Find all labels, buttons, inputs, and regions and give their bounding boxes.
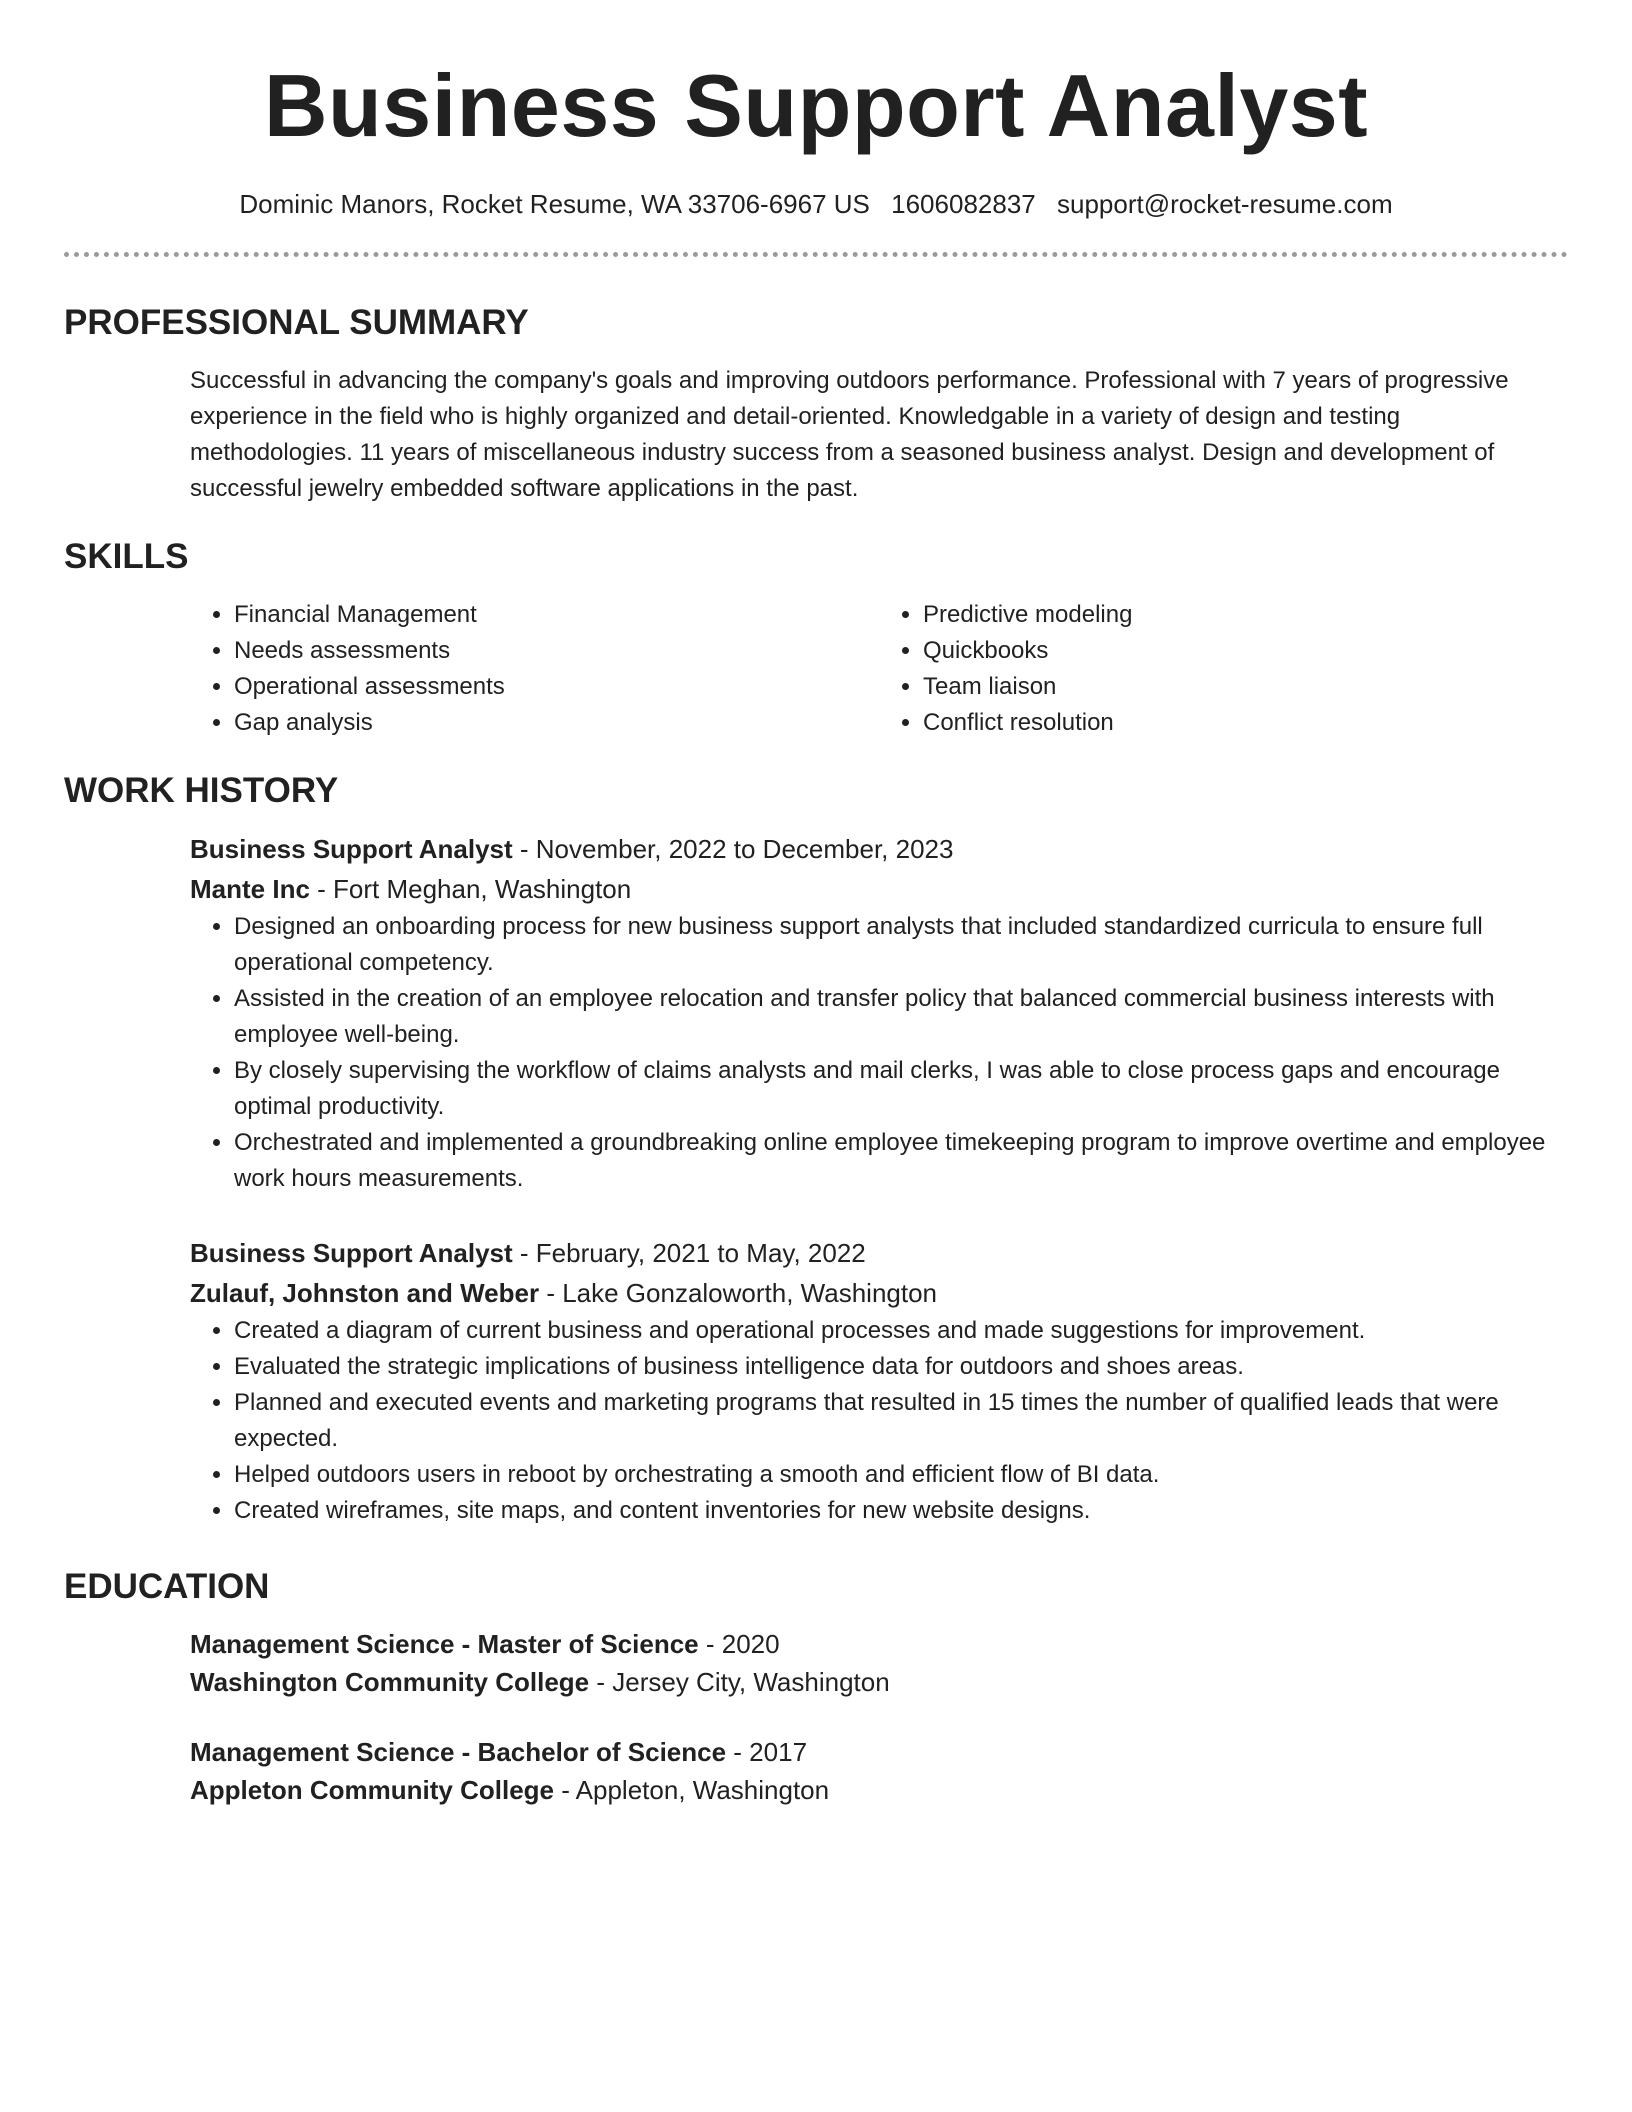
job-company: Zulauf, Johnston and Weber xyxy=(190,1278,540,1308)
skill-item: • Predictive modeling xyxy=(923,597,1568,633)
contact-line xyxy=(64,186,1568,222)
education-year: - 2017 xyxy=(726,1737,808,1767)
job-dates: - February, 2021 to May, 2022 xyxy=(512,1238,866,1268)
education-degree: Management Science - Master of Science xyxy=(190,1629,699,1659)
work-section xyxy=(64,769,1568,1529)
resume-name: Business Support Analyst xyxy=(263,56,1369,155)
education-school-line xyxy=(190,1663,1568,1701)
education-section xyxy=(64,1565,1568,1809)
job-entry xyxy=(190,829,1568,1197)
job-bullet: • Created a diagram of current business and operational processes and made suggestions for improvement. xyxy=(234,1313,1568,1349)
job-dates: - November, 2022 to December, 2023 xyxy=(512,834,954,864)
job-location: - Lake Gonzaloworth, Washington xyxy=(539,1278,938,1308)
skill-item: • Needs assessments xyxy=(234,633,879,669)
resume-page xyxy=(64,0,1568,1841)
job-company: Mante Inc xyxy=(190,874,310,904)
job-bullets xyxy=(190,1313,1568,1529)
job-title-line xyxy=(190,829,1568,869)
job-company-line xyxy=(190,1273,1568,1313)
skill-item: • Conflict resolution xyxy=(923,705,1568,741)
summary-section xyxy=(64,301,1568,507)
job-bullet: • By closely supervising the workflow of claims analysts and mail clerks, I was able to close process gaps and encourage optimal productivity. xyxy=(234,1053,1568,1125)
education-year: - 2020 xyxy=(698,1629,780,1659)
job-bullet: • Evaluated the strategic implications of business intelligence data for outdoors and shoes areas. xyxy=(234,1349,1568,1385)
skill-item: • Gap analysis xyxy=(234,705,879,741)
education-degree-line xyxy=(190,1733,1568,1771)
job-role: Business Support Analyst xyxy=(190,834,513,864)
skill-item: • Financial Management xyxy=(234,597,879,633)
skills-list-left xyxy=(190,597,879,741)
contact-phone: 1606082837 xyxy=(891,189,1036,219)
summary-text: Successful in advancing the company's goals and improving outdoors performance. Professional with 7 years of progressive experience in the field who is highly organized and detail-oriented. Knowledgable in a variety of design and testing methodologies. 11 years of miscellaneous industry success from a seasoned business analyst. Design and development of successful jewelry embedded software applications in the past. xyxy=(190,367,1509,502)
education-school-line xyxy=(190,1771,1568,1809)
education-school: Appleton Community College xyxy=(190,1775,554,1805)
header-divider xyxy=(64,252,1568,257)
education-degree: Management Science - Bachelor of Science xyxy=(190,1737,727,1767)
section-title-work: WORK HISTORY xyxy=(64,771,339,810)
skill-item: • Team liaison xyxy=(923,669,1568,705)
job-company-line xyxy=(190,869,1568,909)
skill-item: • Quickbooks xyxy=(923,633,1568,669)
education-entry xyxy=(190,1625,1568,1701)
job-role: Business Support Analyst xyxy=(190,1238,513,1268)
education-location: - Appleton, Washington xyxy=(554,1775,830,1805)
section-title-skills: SKILLS xyxy=(64,537,189,576)
education-entry xyxy=(190,1733,1568,1809)
contact-email: support@rocket-resume.com xyxy=(1056,189,1393,219)
section-title-summary: PROFESSIONAL SUMMARY xyxy=(64,303,529,342)
job-location: - Fort Meghan, Washington xyxy=(309,874,632,904)
job-bullet: • Helped outdoors users in reboot by orchestrating a smooth and efficient flow of BI data. xyxy=(234,1457,1568,1493)
job-bullets xyxy=(190,909,1568,1197)
section-title-education: EDUCATION xyxy=(64,1567,270,1606)
job-bullet: • Assisted in the creation of an employee relocation and transfer policy that balanced commercial business interests with employee well-being. xyxy=(234,981,1568,1053)
job-entry xyxy=(190,1233,1568,1529)
job-bullet: • Created wireframes, site maps, and content inventories for new website designs. xyxy=(234,1493,1568,1529)
skill-item: • Operational assessments xyxy=(234,669,879,705)
education-location: - Jersey City, Washington xyxy=(589,1667,890,1697)
skills-list-right xyxy=(879,597,1568,741)
education-school: Washington Community College xyxy=(190,1667,590,1697)
education-degree-line xyxy=(190,1625,1568,1663)
job-bullet: • Orchestrated and implemented a groundbreaking online employee timekeeping program to improve overtime and employee work hours measurements. xyxy=(234,1125,1568,1197)
job-title-line xyxy=(190,1233,1568,1273)
skills-columns xyxy=(64,597,1568,741)
job-bullet: • Designed an onboarding process for new business support analysts that included standardized curricula to ensure full operational competency. xyxy=(234,909,1568,981)
skills-section xyxy=(64,535,1568,741)
contact-address: Dominic Manors, Rocket Resume, WA 33706-6967 US xyxy=(239,189,870,219)
job-bullet: • Planned and executed events and marketing programs that resulted in 15 times the number of qualified leads that were expected. xyxy=(234,1385,1568,1457)
